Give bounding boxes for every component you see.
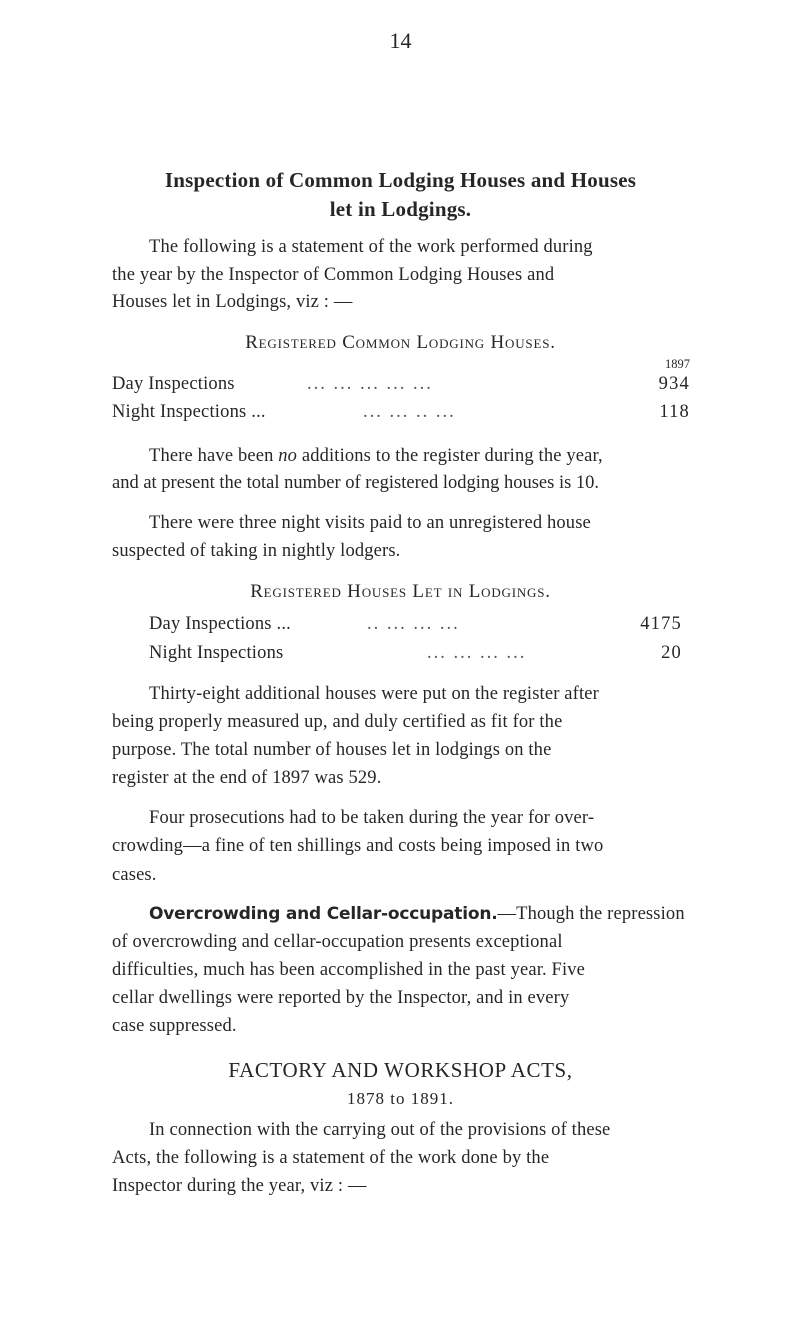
- overcrowding-line-2: of overcrowding and cellar-occupation presents exceptional: [112, 932, 563, 952]
- common-night-inspections-label: Night Inspections ...: [112, 402, 266, 422]
- thirty-eight-line-4: register at the end of 1897 was 529.: [112, 768, 382, 788]
- common-day-inspections-dots: ... ... ... ... ...: [307, 374, 433, 394]
- intro-line-2: the year by the Inspector of Common Lodging Houses and: [112, 265, 555, 285]
- common-day-inspections-label: Day Inspections: [112, 374, 235, 394]
- overcrowding-line-1: Overcrowding and Cellar-occupation.—Though the repression: [149, 904, 685, 924]
- thirty-eight-line-3: purpose. The total number of houses let in lodgings on the: [112, 740, 552, 760]
- intro-line-1: The following is a statement of the work performed during: [149, 237, 593, 257]
- lodgings-day-inspections-value: 4175: [640, 614, 682, 634]
- lodgings-night-inspections-dots: ... ... ... ...: [427, 643, 527, 663]
- overcrowding-line-4: cellar dwellings were reported by the Inspector, and in every: [112, 988, 570, 1008]
- common-night-inspections-dots: ... ... .. ...: [363, 402, 456, 422]
- register-para-line-1: There have been no additions to the register during the year,: [149, 446, 603, 466]
- factory-heading: FACTORY AND WORKSHOP ACTS,: [228, 1058, 573, 1082]
- prosecutions-line-1: Four prosecutions had to be taken during the year for over-: [149, 808, 595, 828]
- common-night-inspections-value: 118: [659, 402, 690, 422]
- factory-line-1: In connection with the carrying out of the provisions of these: [149, 1120, 611, 1140]
- overcrowding-heading: Overcrowding and Cellar-occupation.: [149, 904, 498, 924]
- lodgings-night-inspections-label: Night Inspections: [149, 643, 284, 663]
- registered-common-heading: Registered Common Lodging Houses.: [245, 332, 556, 353]
- page-number: 14: [389, 28, 412, 53]
- factory-line-2: Acts, the following is a statement of the work done by the: [112, 1148, 550, 1168]
- prosecutions-line-2: crowding—a fine of ten shillings and costs being imposed in two: [112, 836, 604, 856]
- year-column-label: 1897: [665, 357, 690, 371]
- register-para-line-2: and at present the total number of registered lodging houses is 10.: [112, 473, 600, 493]
- thirty-eight-line-1: Thirty-eight additional houses were put on the register after: [149, 684, 599, 704]
- title-line-2: let in Lodgings.: [329, 197, 472, 221]
- night-visits-line-1: There were three night visits paid to an unregistered house: [149, 513, 591, 533]
- intro-line-3: Houses let in Lodgings, viz : —: [112, 292, 353, 312]
- factory-subheading: 1878 to 1891.: [347, 1089, 454, 1108]
- lodgings-night-inspections-value: 20: [661, 643, 682, 663]
- night-visits-line-2: suspected of taking in nightly lodgers.: [112, 541, 401, 561]
- overcrowding-line-5: case suppressed.: [112, 1016, 237, 1036]
- registered-lodgings-heading: Registered Houses Let in Lodgings.: [250, 581, 551, 602]
- factory-line-3: Inspector during the year, viz : —: [112, 1176, 367, 1196]
- title-line-1: Inspection of Common Lodging Houses and Houses: [164, 168, 637, 192]
- common-day-inspections-value: 934: [658, 374, 690, 394]
- lodgings-day-inspections-label: Day Inspections ...: [149, 614, 292, 634]
- lodgings-day-inspections-dots: .. ... ... ...: [367, 614, 460, 634]
- overcrowding-line-3: difficulties, much has been accomplished in the past year. Five: [112, 960, 586, 980]
- thirty-eight-line-2: being properly measured up, and duly certified as fit for the: [112, 712, 563, 732]
- prosecutions-line-3: cases.: [112, 865, 157, 885]
